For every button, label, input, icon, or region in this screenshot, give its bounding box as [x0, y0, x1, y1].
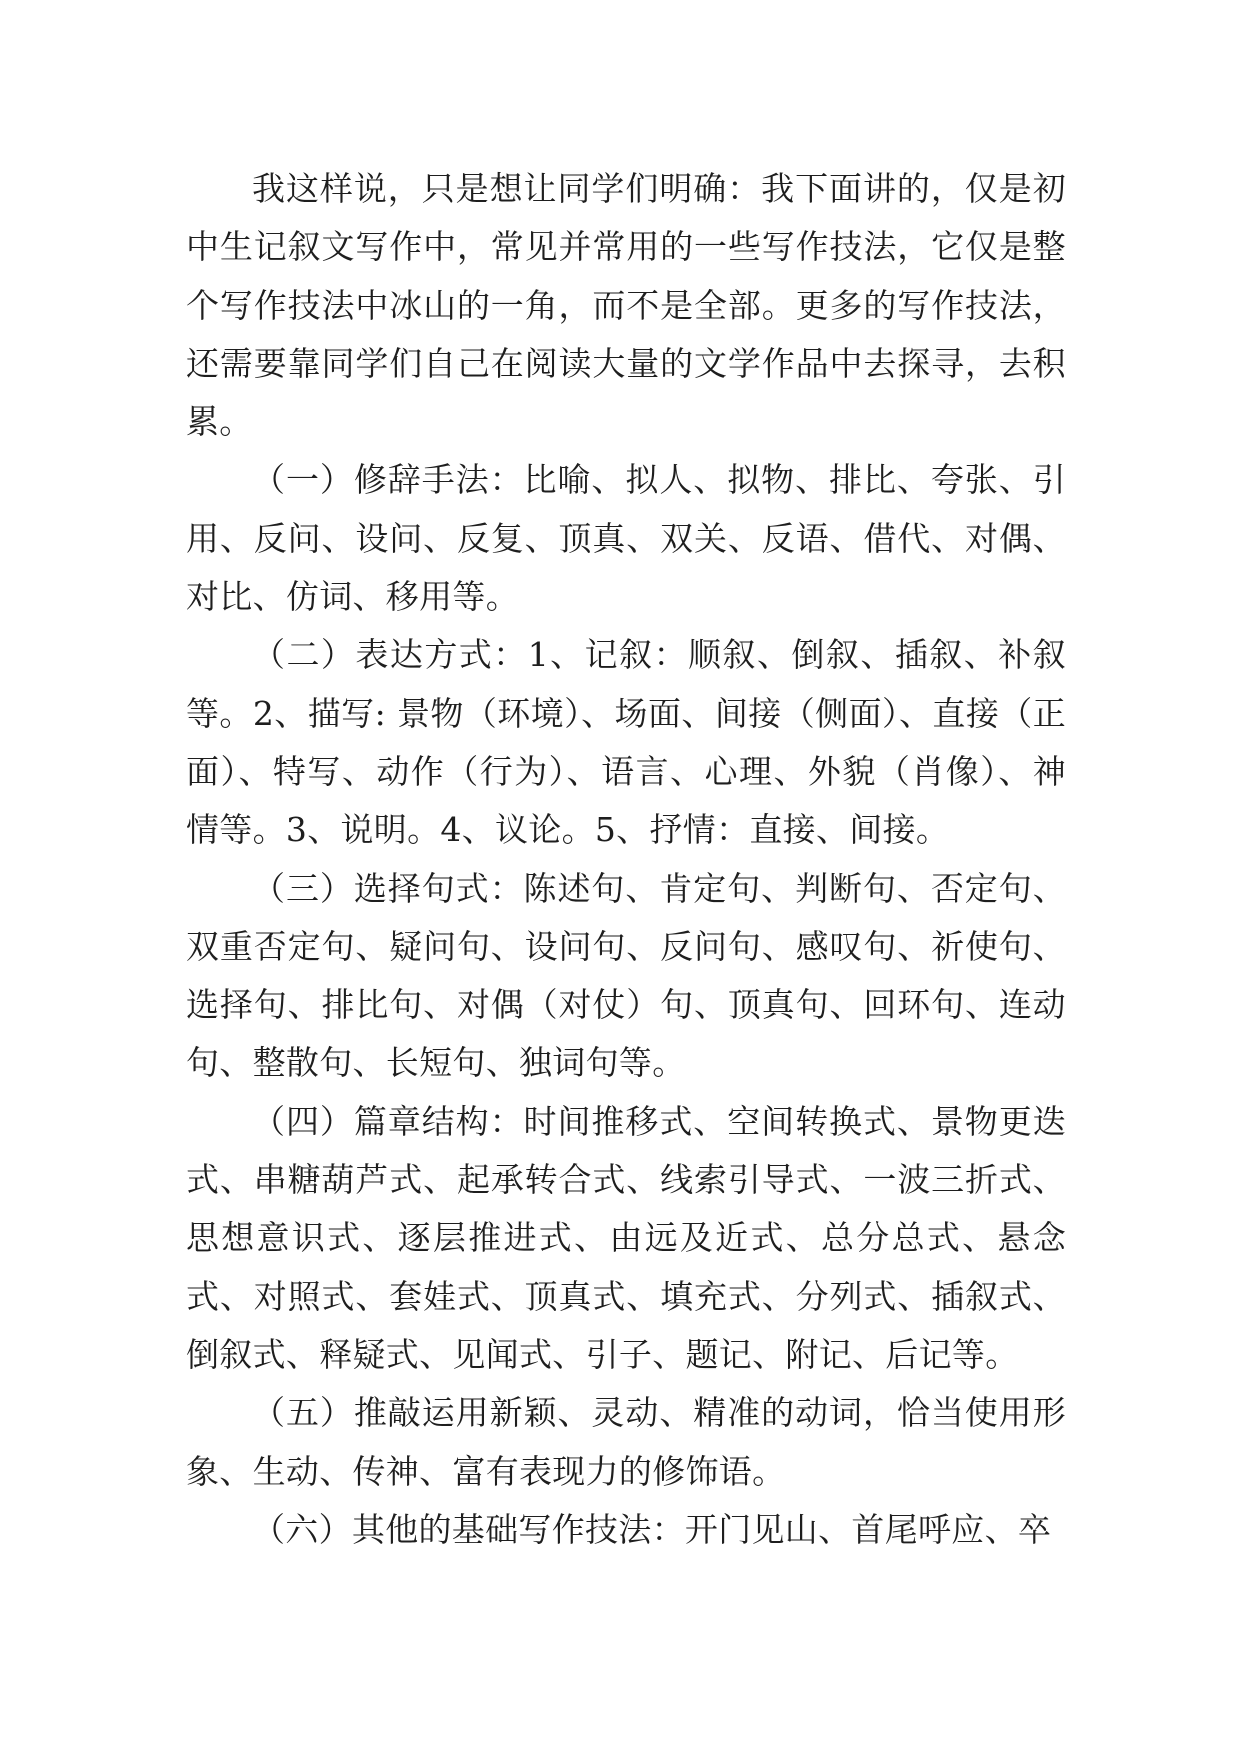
paragraph-sentence-patterns: （三）选择句式：陈述句、肯定句、判断句、否定句、双重否定句、疑问句、设问句、反问句、感叹句、祈使句、选择句、排比句、对偶（对仗）句、顶真句、回环句、连动句、整散句、长短句、独词句等。 [186, 868, 1066, 1083]
paragraph-intro: 我这样说，只是想让同学们明确：我下面讲的，仅是初中生记叙文写作中，常见并常用的一些写作技法，它仅是整个写作技法中冰山的一角，而不是全部。更多的写作技法，还需要靠同学们自己在阅读大量的文学作品中去探寻，去积累。 [186, 169, 1066, 442]
paragraph-structure: （四）篇章结构：时间推移式、空间转换式、景物更迭式、串糖葫芦式、起承转合式、线索引导式、一波三折式、思想意识式、逐层推进式、由远及近式、总分总式、悬念式、对照式、套娃式、顶真式、填充式、分列式、插叙式、倒叙式、释疑式、见闻式、引子、题记、附记、后记等。 [186, 1101, 1066, 1374]
paragraph-expression: （二）表达方式：1、记叙：顺叙、倒叙、插叙、补叙等。2、描写: 景物（环境）、场面、间接（侧面）、直接（正面）、特写、动作（行为）、语言、心理、外貌（肖像）、神情等。3、说明。4、议论。5、抒情：直接、间接。 [186, 635, 1066, 850]
body-text [186, 160, 1066, 1559]
paragraph-word-choice: （五）推敲运用新颖、灵动、精准的动词，恰当使用形象、生动、传神、富有表现力的修饰语。 [186, 1393, 1066, 1491]
paragraph-rhetoric: （一）修辞手法：比喻、拟人、拟物、排比、夸张、引用、反问、设问、反复、顶真、双关、反语、借代、对偶、对比、仿词、移用等。 [186, 460, 1066, 617]
paragraph-basic-techniques: （六）其他的基础写作技法：开门见山、首尾呼应、卒 [252, 1509, 1052, 1549]
